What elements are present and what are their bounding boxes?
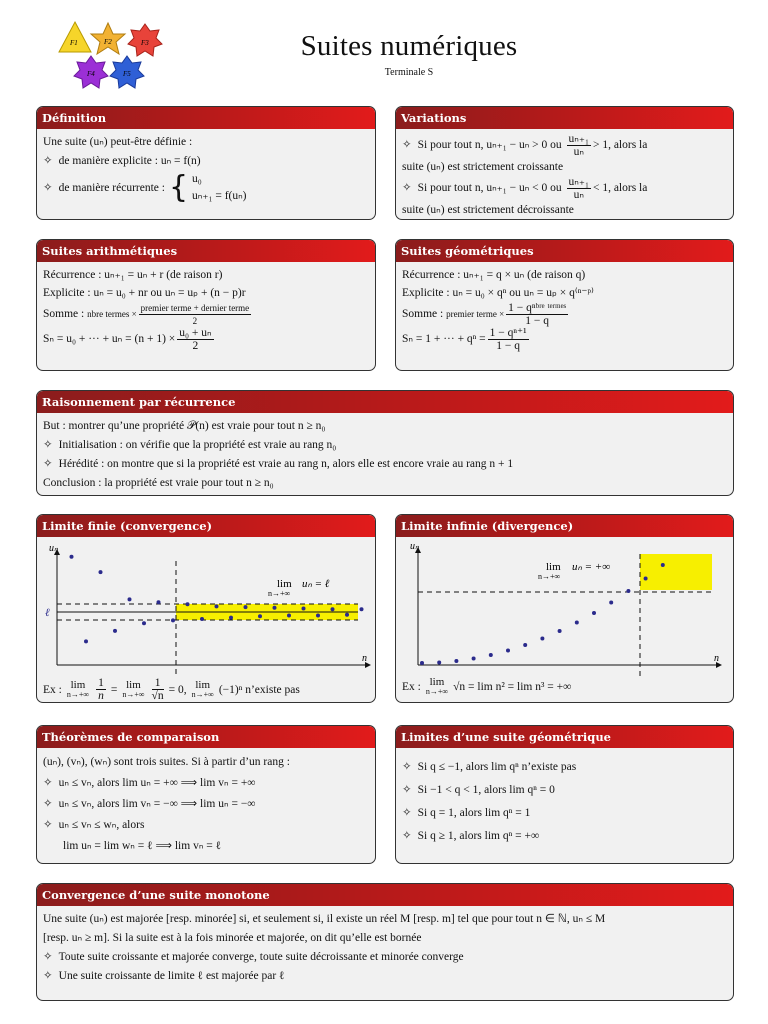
logo-label: F5 bbox=[123, 70, 131, 78]
sequence-point bbox=[609, 601, 613, 605]
lim-geo-l1: Si q ≤ −1, alors lim qⁿ n’existe pas bbox=[417, 761, 577, 773]
lim-geo-l2: Si −1 < q < 1, alors lim qⁿ = 0 bbox=[417, 784, 555, 796]
sequence-point bbox=[302, 607, 306, 611]
sequence-point bbox=[113, 629, 117, 633]
lim-geo-l4: Si q ≥ 1, alors lim qⁿ = +∞ bbox=[417, 830, 540, 842]
geometric-title: Suites géométriques bbox=[396, 240, 733, 262]
comparaison-c3a: uₙ ≤ vₙ ≤ wₙ, alors bbox=[58, 819, 145, 831]
recurrence-conclusion: Conclusion : la propriété est vraie pour tout n ≥ n₀ bbox=[43, 477, 274, 489]
bullet-icon: ✧ bbox=[43, 970, 53, 982]
bullet-icon: ✧ bbox=[402, 830, 412, 842]
ex-label: Ex : bbox=[402, 681, 421, 693]
bullet-icon: ✧ bbox=[402, 761, 412, 773]
sequence-point bbox=[592, 611, 596, 615]
frac-num: uₙ₊₁ bbox=[568, 176, 589, 188]
sequence-point bbox=[287, 614, 291, 618]
definition-explicit: de manière explicite : uₙ = f(n) bbox=[58, 155, 201, 167]
sequence-point bbox=[575, 621, 579, 625]
definition-recurrent-line1: u₀ bbox=[192, 173, 202, 185]
lim-word: lim bbox=[277, 578, 292, 590]
sequence-point bbox=[489, 653, 493, 657]
frac-num: premier terme + dernier terme bbox=[140, 303, 250, 313]
sequence-point bbox=[360, 607, 364, 611]
arith-sn: Sₙ = u₀ + ··· + uₙ = (n + 1) × bbox=[43, 333, 176, 346]
comparaison-intro: (uₙ), (vₙ), (wₙ) sont trois suites. Si à partir d’un rang : bbox=[43, 756, 290, 768]
points-group bbox=[70, 555, 364, 644]
limites-geo-title: Limites d’une suite géométrique bbox=[396, 726, 733, 748]
ex-label: Ex : bbox=[43, 683, 62, 696]
recurrence-but: But : montrer qu’une propriété 𝒫(n) est vraie pour tout n ≥ n₀ bbox=[43, 420, 326, 432]
y-axis-label: uₙ bbox=[410, 541, 419, 552]
variations-item2-end: < 1, alors la bbox=[592, 182, 648, 195]
arithmetic-card bbox=[36, 239, 376, 371]
monotone-card bbox=[36, 883, 734, 1001]
limit-label: ℓ bbox=[45, 607, 50, 619]
bullet-icon: ✧ bbox=[43, 155, 53, 167]
frac-num: 1 − qⁿ⁺¹ bbox=[489, 327, 527, 339]
bullet-icon: ✧ bbox=[43, 439, 53, 451]
bullet-icon: ✧ bbox=[43, 458, 53, 470]
arithmetic-title: Suites arithmétiques bbox=[37, 240, 375, 262]
frac-den: uₙ bbox=[573, 146, 584, 158]
variations-item2: Si pour tout n, uₙ₊₁ − uₙ < 0 ou bbox=[417, 182, 562, 195]
definition-intro: Une suite (uₙ) peut-être définie : bbox=[43, 136, 193, 148]
definition-recurrent-label: de manière récurrente : bbox=[58, 181, 165, 194]
frac-num: 1 − qⁿᵇʳᵉ ᵗᵉʳᵐᵉˢ bbox=[508, 302, 567, 314]
recurrence-init: Initialisation : on vérifie que la propriété est vraie au rang n₀ bbox=[58, 439, 337, 451]
frac-den: uₙ bbox=[573, 189, 584, 201]
sequence-point bbox=[523, 643, 527, 647]
logo-label: F2 bbox=[104, 38, 112, 46]
page-subtitle: Terminale S bbox=[384, 67, 434, 78]
ex-last: (−1)ⁿ n’existe pas bbox=[218, 683, 300, 696]
x-axis-label: n bbox=[714, 653, 719, 664]
sequence-point bbox=[128, 597, 132, 601]
geo-sn: Sₙ = 1 + ··· + qⁿ = bbox=[402, 333, 486, 346]
comparaison-title: Théorèmes de comparaison bbox=[37, 726, 375, 748]
bullet-icon: ✧ bbox=[43, 819, 53, 831]
sequence-point bbox=[244, 605, 248, 609]
arith-recurrence: Récurrence : uₙ₊₁ = uₙ + r (de raison r) bbox=[43, 269, 223, 281]
sequence-point bbox=[171, 618, 175, 622]
variations-item1-cont: suite (uₙ) est strictement croissante bbox=[402, 161, 564, 173]
definition-recurrent-line2: uₙ₊₁ = f(uₙ) bbox=[192, 190, 247, 202]
ex-values: √n = lim n² = lim n³ = +∞ bbox=[453, 681, 572, 693]
sequence-point bbox=[454, 659, 458, 663]
divergence-region bbox=[640, 554, 712, 590]
sequence-point bbox=[345, 613, 349, 617]
arith-explicit: Explicite : uₙ = u₀ + nr ou uₙ = uₚ + (n − p)r bbox=[43, 287, 246, 299]
page-title: Suites numériques bbox=[300, 30, 518, 62]
lim-word: lim bbox=[546, 561, 561, 573]
comparaison-c2: uₙ ≤ vₙ, alors lim vₙ = −∞ ⟹ lim uₙ = −∞ bbox=[58, 798, 256, 810]
limite-infinie-chart bbox=[396, 537, 733, 677]
lim-sub: n→+∞ bbox=[268, 589, 291, 598]
monotone-b2: Une suite croissante de limite ℓ est majorée par ℓ bbox=[58, 970, 285, 982]
geo-recurrence: Récurrence : uₙ₊₁ = q × uₙ (de raison q) bbox=[402, 269, 586, 281]
y-axis-label: uₙ bbox=[49, 543, 58, 554]
sequence-point bbox=[540, 637, 544, 641]
sequence-point bbox=[157, 600, 161, 604]
arith-somme-label: Somme : bbox=[43, 308, 85, 321]
comparaison-c3b: lim uₙ = lim wₙ = ℓ ⟹ lim vₙ = ℓ bbox=[63, 840, 222, 852]
monotone-b1: Toute suite croissante et majorée converge, toute suite décroissante et minorée converge bbox=[58, 951, 464, 963]
sequence-point bbox=[142, 621, 146, 625]
frac-den: 1 − q bbox=[525, 315, 549, 327]
geometric-card bbox=[395, 239, 734, 371]
sequence-point bbox=[661, 563, 665, 567]
sequence-point bbox=[258, 614, 262, 618]
sequence-point bbox=[70, 555, 74, 559]
frac-num: u₀ + uₙ bbox=[179, 327, 212, 339]
variations-card bbox=[395, 106, 734, 220]
frac-den: 1 − q bbox=[496, 340, 520, 352]
monotone-title: Convergence d’une suite monotone bbox=[37, 884, 733, 906]
sequence-point bbox=[84, 639, 88, 643]
sequence-point bbox=[99, 570, 103, 574]
bullet-icon: ✧ bbox=[402, 182, 412, 195]
logo-label: F3 bbox=[141, 39, 149, 47]
variations-item1-end: > 1, alors la bbox=[592, 139, 648, 152]
bullet-icon: ✧ bbox=[43, 181, 53, 194]
bullet-icon: ✧ bbox=[402, 139, 412, 152]
sequence-point bbox=[200, 617, 204, 621]
comparaison-card bbox=[36, 725, 376, 864]
frac-den: 2 bbox=[192, 340, 199, 352]
logo-label: F4 bbox=[87, 70, 95, 78]
sequence-point bbox=[437, 661, 441, 665]
sequence-point bbox=[273, 606, 277, 610]
brace-icon: { bbox=[168, 170, 189, 205]
sequence-point bbox=[316, 614, 320, 618]
limite-finie-card: Limite finie (convergence) uₙ n ℓ lim n→+∞ uₙ = ℓ Ex : lim n→+∞ $\frac{1}{n}$ = lim n→+∞ $\frac{1}{√n}$ = 0, lim n→+∞ (−1)ⁿ n’existe pas bbox=[36, 514, 376, 703]
limite-finie-title: Limite finie (convergence) bbox=[37, 515, 375, 537]
recurrence-title: Raisonnement par récurrence bbox=[37, 391, 733, 413]
sequence-point bbox=[472, 657, 476, 661]
limite-infinie-card: Limite infinie (divergence) uₙ n lim n→+∞ uₙ = +∞ Ex : lim n→+∞ √n = lim n² = lim n³ = +∞ bbox=[395, 514, 734, 703]
recurrence-hered: Hérédité : on montre que si la propriété est vraie au rang n, alors elle est encore vraie au rang n + 1 bbox=[58, 458, 514, 470]
variations-item1: Si pour tout n, uₙ₊₁ − uₙ > 0 ou bbox=[417, 139, 562, 152]
lim-geo-l3: Si q = 1, alors lim qⁿ = 1 bbox=[417, 807, 531, 819]
definition-card bbox=[36, 106, 376, 220]
sequence-point bbox=[420, 661, 424, 665]
definition-title: Définition bbox=[37, 107, 375, 129]
sequence-point bbox=[229, 616, 233, 620]
lim-text: uₙ = ℓ bbox=[302, 578, 330, 590]
lim-sub: n→+∞ bbox=[66, 689, 90, 699]
sequence-point bbox=[626, 589, 630, 593]
x-axis-label: n bbox=[362, 653, 367, 664]
sequence-point bbox=[186, 602, 190, 606]
bullet-icon: ✧ bbox=[402, 807, 412, 819]
lim-sub: n→+∞ bbox=[122, 689, 145, 699]
limite-finie-chart bbox=[37, 537, 375, 677]
monotone-p1: Une suite (uₙ) est majorée [resp. minorée] si, et seulement si, il existe un réel M [resp. m] tel que pour tout n ∈ ℕ, uₙ ≤ M bbox=[43, 913, 606, 925]
bullet-icon: ✧ bbox=[402, 784, 412, 796]
lim-text: uₙ = +∞ bbox=[572, 561, 611, 573]
sequence-point bbox=[331, 607, 335, 611]
bullet-icon: ✧ bbox=[43, 798, 53, 810]
limites-geo-card bbox=[395, 725, 734, 864]
geo-somme-a: premier terme × bbox=[446, 309, 505, 320]
geo-explicit: Explicite : uₙ = u₀ × qⁿ ou uₙ = uₚ × q⁽ⁿ⁻ᵖ⁾ bbox=[402, 287, 594, 299]
sequence-point bbox=[644, 577, 648, 581]
logo-label: F1 bbox=[70, 39, 78, 47]
limite-infinie-title: Limite infinie (divergence) bbox=[396, 515, 733, 537]
lim-sub: n→+∞ bbox=[538, 572, 561, 581]
sequence-point bbox=[506, 649, 510, 653]
ex-end: = 0, bbox=[168, 683, 187, 696]
recurrence-card bbox=[36, 390, 734, 496]
variations-item2-cont: suite (uₙ) est strictement décroissante bbox=[402, 204, 574, 216]
comparaison-c1: uₙ ≤ vₙ, alors lim uₙ = +∞ ⟹ lim vₙ = +∞ bbox=[58, 777, 256, 789]
lim-sub: n→+∞ bbox=[425, 687, 449, 696]
frac-den: 2 bbox=[192, 316, 198, 326]
sequence-point bbox=[558, 629, 562, 633]
bullet-icon: ✧ bbox=[43, 951, 53, 963]
variations-title: Variations bbox=[396, 107, 733, 129]
bullet-icon: ✧ bbox=[43, 777, 53, 789]
frac-num: uₙ₊₁ bbox=[568, 133, 589, 145]
sequence-point bbox=[215, 604, 219, 608]
monotone-p2: [resp. uₙ ≥ m]. Si la suite est à la fois minorée et majorée, on dit qu’elle est bornée bbox=[43, 932, 422, 944]
arith-somme-a: nbre termes × bbox=[87, 309, 137, 320]
lim-sub: n→+∞ bbox=[191, 689, 214, 699]
geo-somme-label: Somme : bbox=[402, 308, 444, 321]
